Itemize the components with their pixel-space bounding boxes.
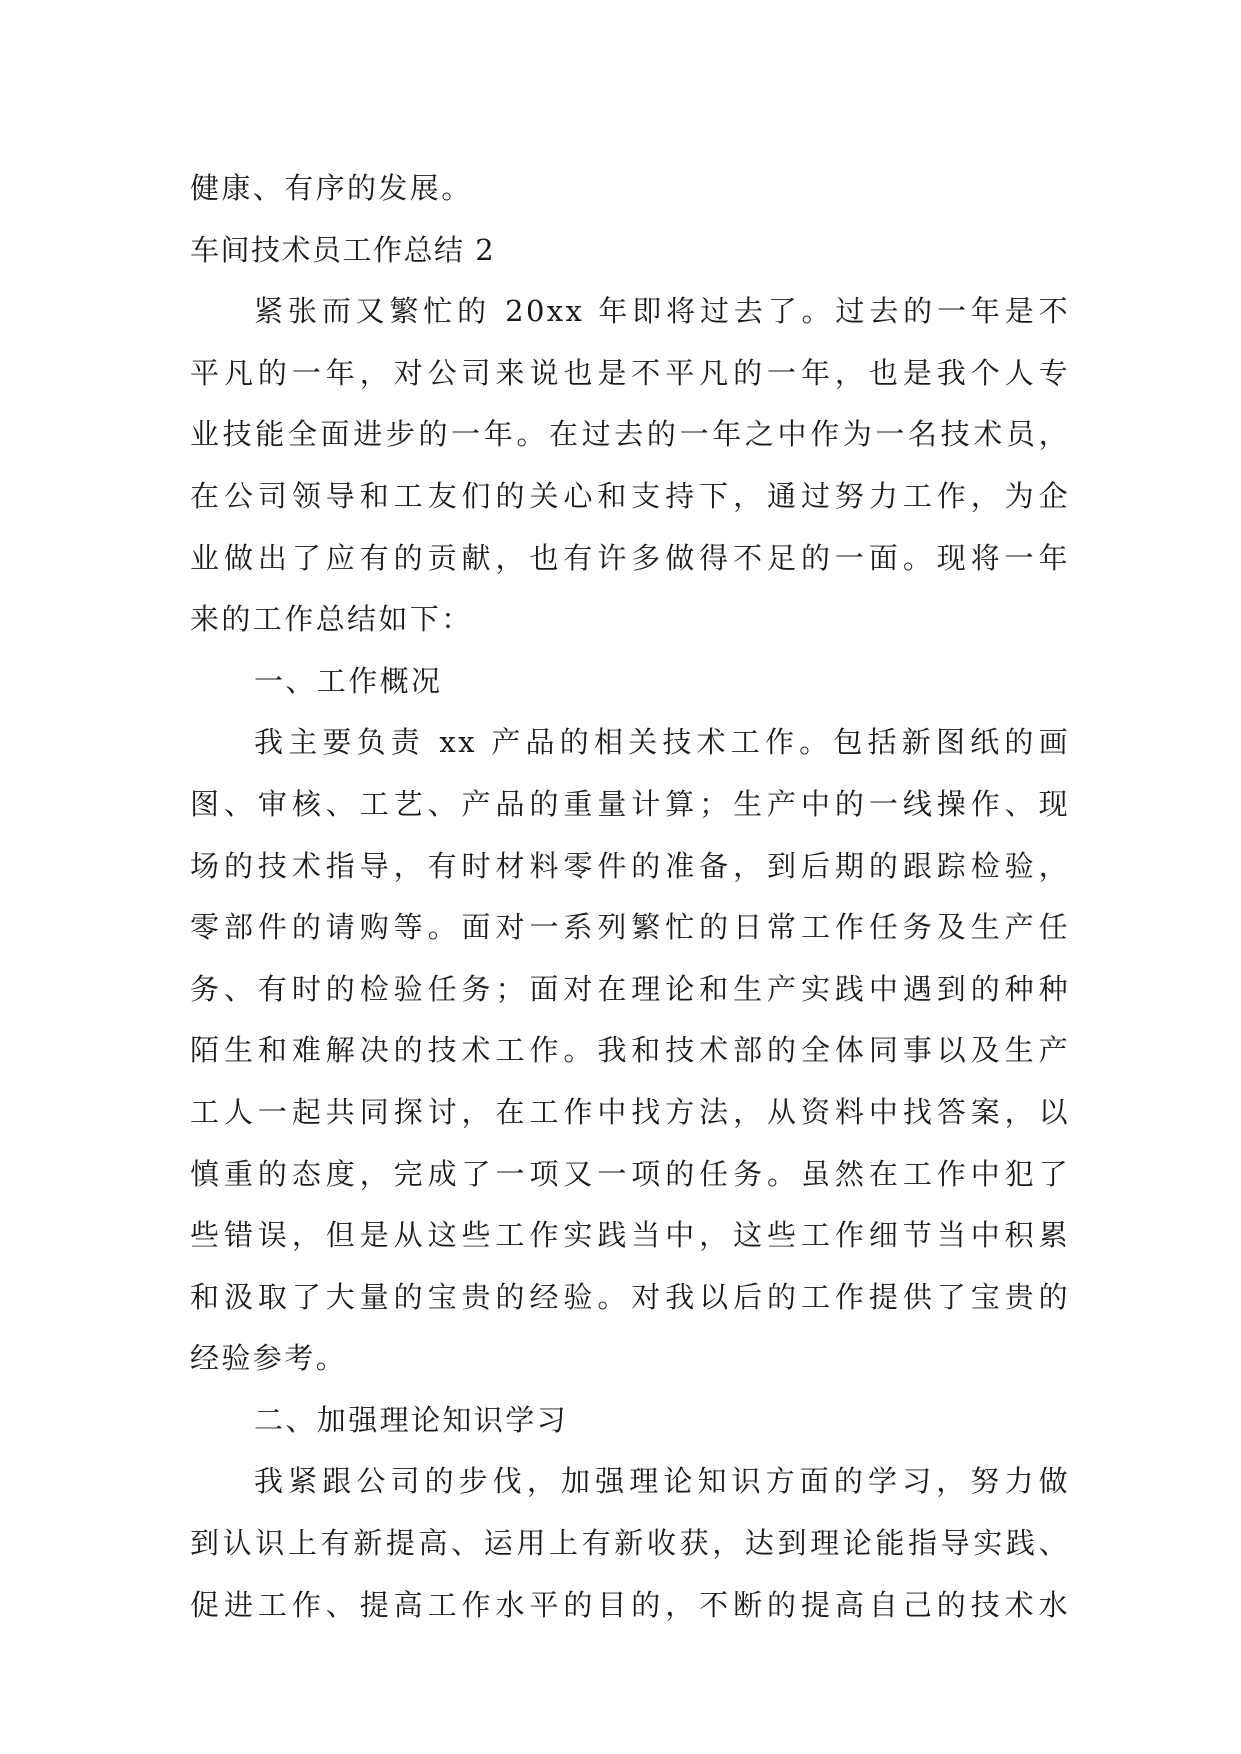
- body-line: 图、审核、工艺、产品的重量计算；生产中的一线操作、现: [190, 786, 1070, 821]
- body-line: 我紧跟公司的步伐，加强理论知识方面的学习，努力做: [254, 1464, 1070, 1499]
- body-line: 务、有时的检验任务；面对在理论和生产实践中遇到的种种: [190, 971, 1070, 1006]
- body-line: 平凡的一年，对公司来说也是不平凡的一年，也是我个人专: [190, 355, 1070, 390]
- body-line: 陌生和难解决的技术工作。我和技术部的全体同事以及生产: [190, 1033, 1070, 1068]
- subheading-work-overview: 一、工作概况: [254, 663, 443, 698]
- body-line: 些错误，但是从这些工作实践当中，这些工作细节当中积累: [190, 1218, 1070, 1253]
- body-line: 在公司领导和工友们的关心和支持下，通过努力工作，为企: [190, 478, 1070, 513]
- subheading-theory-study: 二、加强理论知识学习: [254, 1402, 569, 1437]
- section-title: 车间技术员工作总结 2: [190, 232, 496, 267]
- paragraph-end-line: 健康、有序的发展。: [190, 171, 473, 205]
- body-line: 我主要负责 xx 产品的相关技术工作。包括新图纸的画: [254, 725, 1070, 760]
- body-line: 工人一起共同探讨，在工作中找方法，从资料中找答案，以: [190, 1094, 1070, 1129]
- body-line: 零部件的请购等。面对一系列繁忙的日常工作任务及生产任: [190, 910, 1070, 945]
- body-line: 业技能全面进步的一年。在过去的一年之中作为一名技术员，: [190, 417, 1070, 452]
- body-line: 紧张而又繁忙的 20xx 年即将过去了。过去的一年是不: [254, 294, 1070, 329]
- body-line: 来的工作总结如下：: [190, 602, 473, 637]
- body-line: 和汲取了大量的宝贵的经验。对我以后的工作提供了宝贵的: [190, 1279, 1070, 1314]
- body-line: 慎重的态度，完成了一项又一项的任务。虽然在工作中犯了: [190, 1156, 1070, 1191]
- body-line: 场的技术指导，有时材料零件的准备，到后期的跟踪检验，: [190, 848, 1070, 883]
- body-line: 经验参考。: [190, 1341, 348, 1376]
- body-line: 促进工作、提高工作水平的目的，不断的提高自己的技术水: [190, 1587, 1070, 1622]
- body-line: 业做出了应有的贡献，也有许多做得不足的一面。现将一年: [190, 540, 1070, 575]
- body-line: 到认识上有新提高、运用上有新收获，达到理论能指导实践、: [190, 1526, 1070, 1561]
- document-body: [190, 158, 1070, 1636]
